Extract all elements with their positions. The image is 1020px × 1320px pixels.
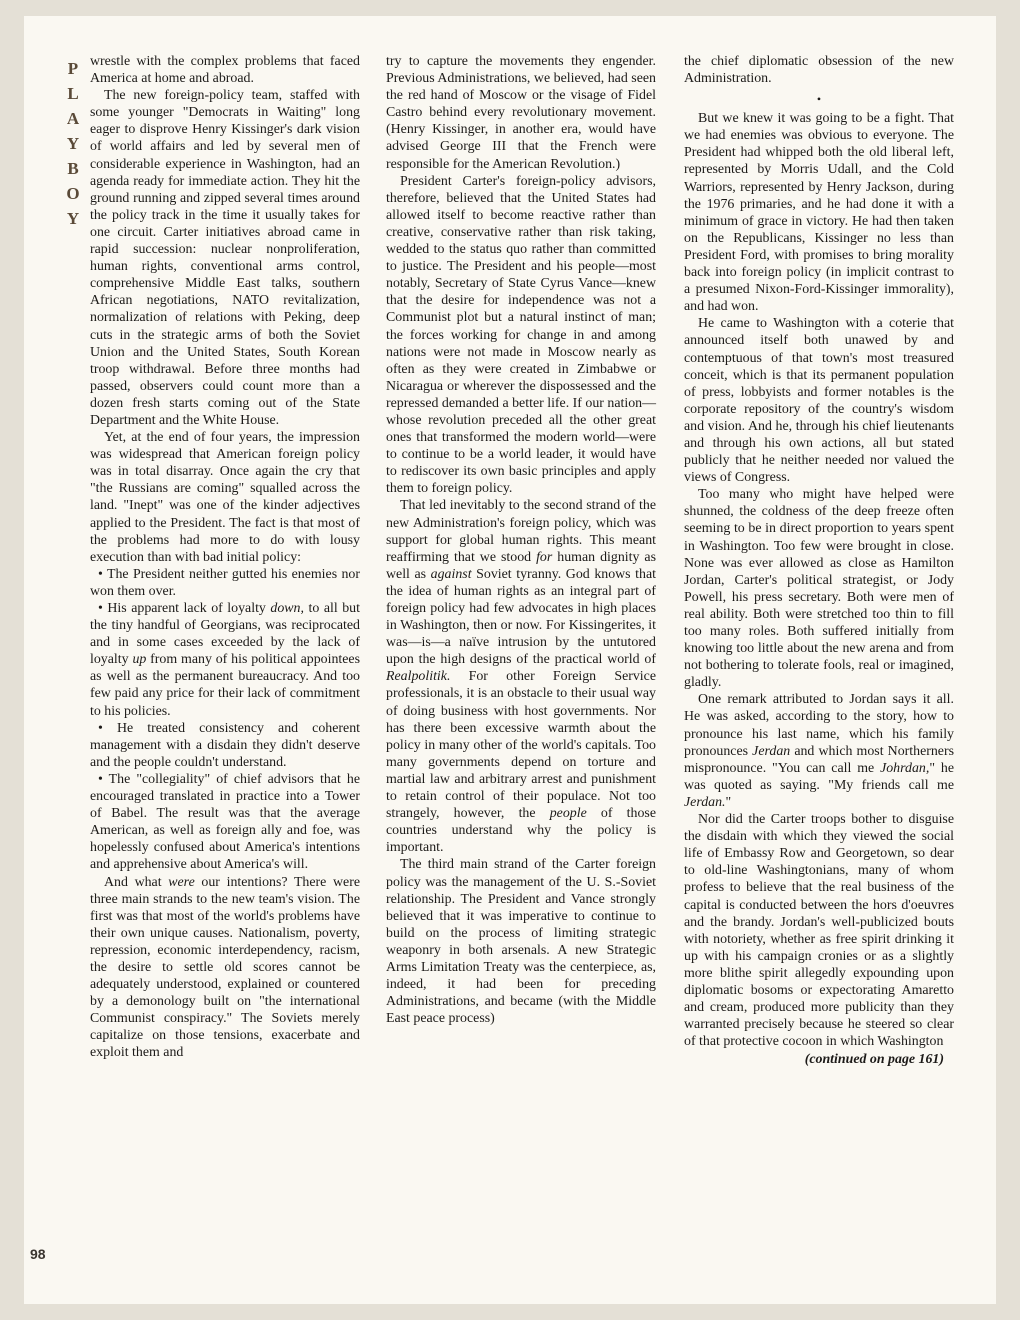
section-separator: •	[816, 92, 822, 107]
text-column-1	[90, 53, 360, 1062]
masthead-vertical	[61, 56, 85, 231]
paragraph: One remark attributed to Jordan says it all. He was asked, according to the story, how to pronounce his last name, which his family pronounces Jerdan and which most Northerners mispronounce. "You can call me Johrdan," he was quoted as saying. "My friends call me Jerdan."	[684, 692, 955, 810]
bullet-paragraph: • He treated consistency and coherent management with a disdain they didn't deserve and the people couldn't understand.	[90, 720, 360, 770]
page-number: 98	[30, 1246, 46, 1262]
bullet-paragraph: • The "collegiality" of chief advisors that he encouraged translated in practice into a Tower of Babel. The result was that the average American, as well as foreign ally and foe, was hopelessly confused about America's intentions and apprehensive about America's will.	[90, 771, 360, 873]
masthead-letter: B	[67, 159, 79, 178]
continued-line: (continued on page 161)	[804, 1052, 944, 1068]
paragraph: The new foreign-policy team, staffed with some younger "Democrats in Waiting" long eager to disprove Henry Kissinger's dark vision of world affairs and led by several men of considerable experience in Washington, had an agenda ready for immediate action. They hit the ground running and zipped several times around the policy track in the time it usually takes for one circuit. Carter initiatives abroad came in rapid succession: nuclear nonproliferation, human rights, conventional arms control, comprehensive Middle East talks, southern African negotiations, NATO revitalization, normalization of relations with Peking, deep cuts in the strategic arms of both the Soviet Union and the United States, South Korean troop withdrawal. Before three months had passed, observers could count more than a dozen fresh starts coming out of the State Department and the White House.	[90, 88, 360, 428]
masthead-letter: P	[67, 59, 79, 78]
text-column-3	[684, 53, 954, 1068]
paragraph: That led inevitably to the second strand of the new Administration's foreign policy, which was support for global human rights. This meant reaffirming that we stood for human dignity as well as against Soviet tyranny. God knows that the idea of human rights as an integral part of foreign policy had few advocates in high places in Washington, then or now. For Kissingerites, it was—is—a naïve intrusion by the untutored upon the high designs of the practical world of Realpolitik. For other Foreign Service professionals, it is an obstacle to their usual way of doing business with host governments. Nor has there been excessive warmth about the policy in many other of the world's capitals. Too many governments depend on torture and martial law and arbitrary arrest and punishment to retain control of their populace. Not too strangely, however, the people of those countries understand why the policy is important.	[386, 498, 656, 856]
masthead-letter: Y	[66, 134, 80, 153]
bullet-paragraph: • The President neither gutted his enemies nor won them over.	[90, 566, 360, 599]
masthead-letter: O	[66, 184, 80, 203]
paragraph: the chief diplomatic obsession of the new Administration.	[684, 54, 954, 87]
paragraph: But we knew it was going to be a fight. That we had enemies was obvious to everyone. The President had whipped both the old liberal left, represented by Morris Udall, and the Cold Warriors, represented by Henry Jackson, during the 1976 primaries, and he had done it with a minimum of grace in victory. He had then taken on the Republicans, Kissinger no less than President Ford, with promises to bring morality back into foreign policy (in implicit contrast to a presumed Nixon-Ford-Kissinger immorality), and had won.	[684, 111, 954, 315]
paragraph: Yet, at the end of four years, the impression was widespread that American foreign policy was in total disarray. Once again the cry that "the Russians are coming" squalled across the land. "Inept" was one of the kinder adjectives applied to the President. The fact is that most of the problems had more to do with lousy execution than with bad initial policy:	[90, 430, 360, 565]
bullet-paragraph: • His apparent lack of loyalty down, to all but the tiny handful of Georgians, was reciprocated and in some cases exceeded by the lack of loyalty up from many of his political appointees as well as the permanent bureaucracy. And too few paid any price for their lack of commitment to his policies.	[90, 601, 360, 719]
masthead-letter: L	[67, 84, 79, 103]
magazine-page	[24, 16, 996, 1304]
paragraph: Too many who might have helped were shunned, the coldness of the deep freeze often seeming to be in direct proportion to years spent in Washington. Too few were brought in close. None was ever allowed as close as Hamilton Jordan, Carter's political strategist, or Jody Powell, his press secretary. Both were men of real ability. Both were stretched too thin to fill too many roles. Both suffered initially from knowing too little about the new arena and from not bothering to tolerate fools, real or imagined, gladly.	[684, 487, 954, 691]
paragraph: try to capture the movements they engender. Previous Administrations, we believed, had seen the red hand of Moscow or the visage of Fidel Castro behind every revolutionary movement. (Henry Kissinger, in another era, would have advised George III that the French were responsible for the American Revolution.)	[386, 54, 656, 172]
paragraph: And what were our intentions? There were three main strands to the new team's vision. The first was that most of the world's problems have their own unique causes. Nationalism, poverty, repression, economic interdependency, racism, the desire to settle old scores cannot be adequately understood, explained or countered by a demonology built on "the international Communist conspiracy." The Soviets merely capitalize on those tensions, exacerbate and exploit them and	[90, 874, 360, 1061]
paragraph: The third main strand of the Carter foreign policy was the management of the U. S.-Soviet relationship. The President and Vance strongly believed that it was imperative to continue to build on the process of limiting strategic weaponry in both arsenals. A new Strategic Arms Limitation Treaty was the centerpiece, as, indeed, it had been for preceding Administrations, and became (with the Middle East peace process)	[386, 857, 656, 1027]
paragraph: Nor did the Carter troops bother to disguise the disdain with which they viewed the social life of Embassy Row and Georgetown, so dear to old-line Washingtonians, many of whom profess to believe that the real business of the capital is conducted between the hors d'oeuvres and the brandy. Jordan's well-publicized bouts with notoriety, whether as free spirit drinking it up with his campaign cronies or as a slightly more blithe spirit allegedly expounding upon diplomatic bosoms or expectorating Amaretto and cream, produced more publicity than they warranted precisely because he steered so clear of that protective cocoon in which Washington	[684, 812, 954, 1050]
masthead-letter: Y	[66, 209, 80, 228]
paragraph: wrestle with the complex problems that faced America at home and abroad.	[90, 54, 360, 87]
text-column-2	[386, 53, 656, 1027]
paragraph: He came to Washington with a coterie that announced itself both unawed by and contemptuous of that town's most treasured conceit, which is that its permanent population of press, lobbyists and former notables is the corporate repository of the country's wisdom and vision. And he, through his chief lieutenants and through his own actions, all but stated publicly that he neither needed nor valued the views of Congress.	[684, 316, 954, 486]
masthead-letter: A	[66, 109, 80, 128]
paragraph: President Carter's foreign-policy advisors, therefore, believed that the United States had allowed itself to become reactive rather than creative, conservative rather than risk taking, wedded to the status quo rather than committed to justice. The President and his people—most notably, Secretary of State Cyrus Vance—knew that the desire for independence was not a Communist plot but a natural instinct of man; the forces working for change in and among nations were not made in Moscow nearly as often as they were created in Zimbabwe or Nicaragua or wherever the dispossessed and the repressed demanded a better life. If our nation—whose revolution preceded all the other great ones that transformed the modern world—were to continue to be a world leader, it would have to rediscover its own basic principles and apply them to foreign policy.	[386, 173, 656, 497]
